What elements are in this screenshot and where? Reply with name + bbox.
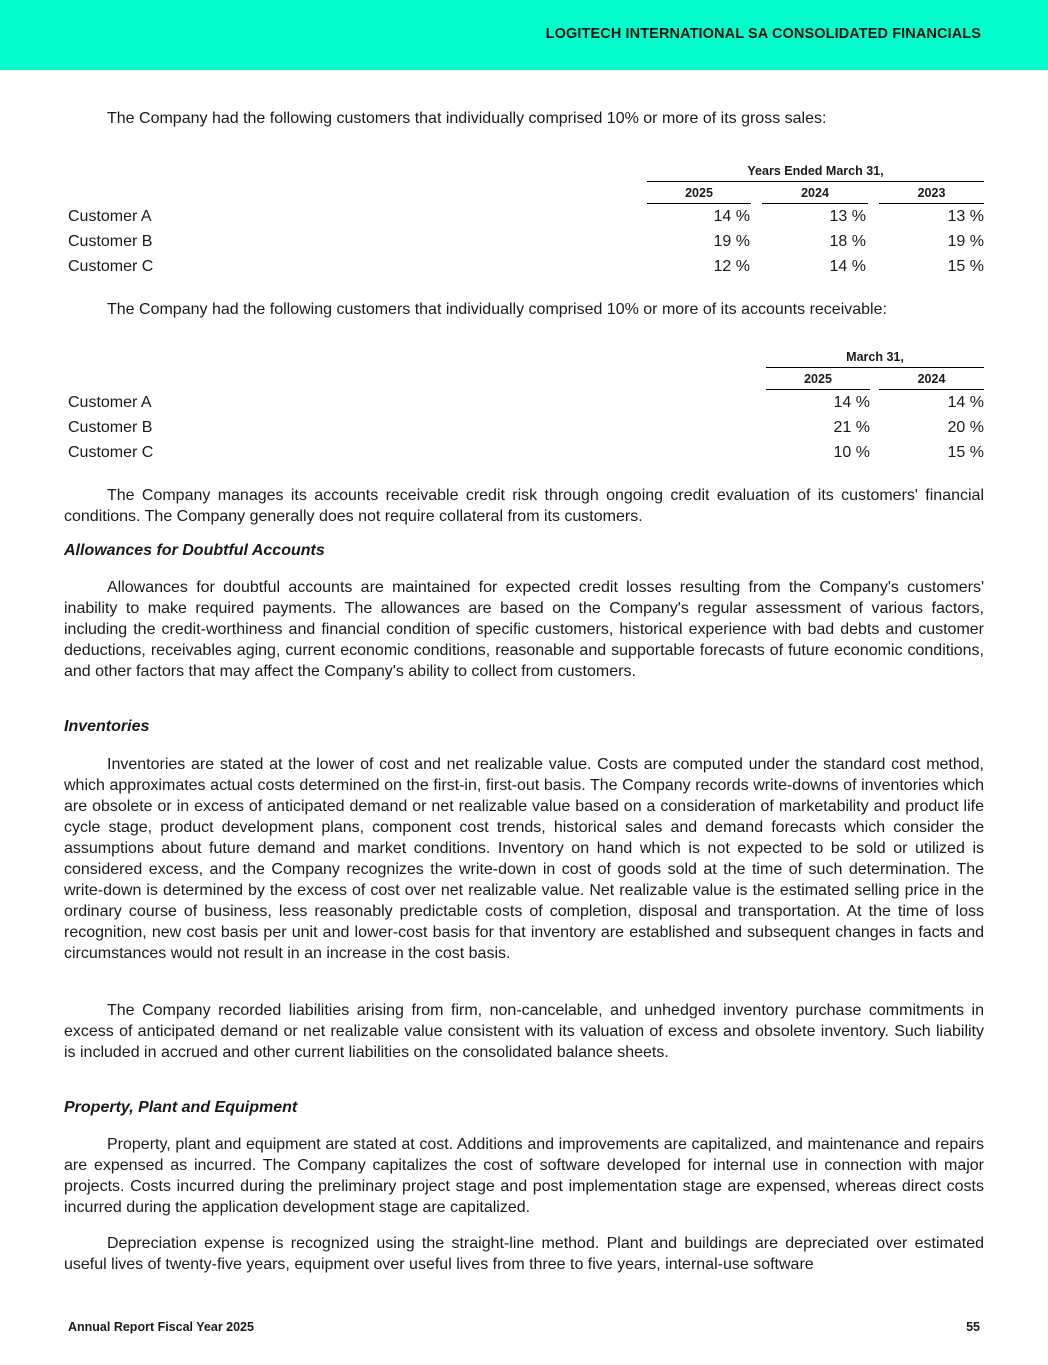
cell-value: 14 %: [829, 258, 866, 275]
cell-value: 21 %: [833, 419, 870, 436]
cell-value: 15 %: [947, 444, 984, 461]
table-row: [64, 208, 984, 233]
cell-value: 19 %: [947, 233, 984, 250]
table-row: [64, 419, 984, 444]
inventories-paragraph-2: The Company recorded liabilities arising from firm, non-cancelable, and unhedged inventory purchase commitments in excess of anticipated demand or net realizable value consistent with its valuation of excess and obsolete inventory. Such liability is included in accrued and other current liabilities on the consolidated balance sheets.: [64, 1002, 984, 1061]
cell-value: 10 %: [833, 444, 870, 461]
cell-value: 14 %: [713, 208, 750, 225]
table-row: [64, 233, 984, 258]
gross-sales-col-2025: 2025: [647, 186, 751, 204]
report-title: LOGITECH INTERNATIONAL SA CONSOLIDATED FINANCIALS: [545, 26, 981, 42]
allowances-heading: Allowances for Doubtful Accounts: [64, 542, 325, 559]
cell-value: 14 %: [947, 394, 984, 411]
table-row: [64, 394, 984, 419]
footer-report-name: Annual Report Fiscal Year 2025: [68, 1320, 254, 1334]
cell-value: 13 %: [829, 208, 866, 225]
table-row: [64, 258, 984, 283]
gross-sales-group-header: Years Ended March 31,: [647, 164, 984, 182]
inventories-heading: Inventories: [64, 718, 150, 735]
cell-value: 12 %: [713, 258, 750, 275]
cell-value: 13 %: [947, 208, 984, 225]
row-label: Customer A: [68, 394, 152, 411]
cell-value: 19 %: [713, 233, 750, 250]
row-label: Customer C: [68, 444, 154, 461]
page-number: 55: [966, 1320, 980, 1334]
receivables-group-header: March 31,: [766, 350, 984, 368]
header-band: [0, 0, 1048, 70]
receivables-col-2025: 2025: [766, 372, 870, 390]
row-label: Customer C: [68, 258, 154, 275]
cell-value: 20 %: [947, 419, 984, 436]
ppe-paragraph-1: Property, plant and equipment are stated at cost. Additions and improvements are capitalized, and maintenance and repairs are expensed as incurred. The Company capitalizes the cost of software developed for internal use in connection with major projects. Costs incurred during the preliminary project stage and post implementation stage are expensed, whereas direct costs incurred during the application development stage are capitalized.: [64, 1136, 984, 1216]
row-label: Customer B: [68, 419, 153, 436]
inventories-paragraph-1: Inventories are stated at the lower of cost and net realizable value. Costs are computed under the standard cost method, which approximates actual costs determined on the first-in, first-out basis. The Company records write-downs of inventories which are obsolete or in excess of anticipated demand or net realizable value based on a consideration of marketability and product life cycle stage, product development plans, component cost trends, historical sales and demand forecasts which consider the assumptions about future demand and market conditions. Inventory on hand which is not expected to be sold or utilized is considered excess, and the Company recognizes the write-down in cost of goods sold at the time of such determination. The write-down is determined by the excess of cost over net realizable value. Net realizable value is the estimated selling price in the ordinary course of business, less reasonably predictable costs of completion, disposal and transportation. At the time of loss recognition, new cost basis per unit and lower-cost basis for that inventory are established and subsequent changes in facts and circumstances would not result in an increase in the cost basis.: [64, 756, 984, 962]
row-label: Customer A: [68, 208, 152, 225]
receivables-col-2024: 2024: [879, 372, 984, 390]
ppe-heading: Property, Plant and Equipment: [64, 1099, 298, 1116]
table-row: [64, 444, 984, 469]
gross-sales-intro: The Company had the following customers that individually comprised 10% or more of its gross sales:: [107, 110, 827, 127]
gross-sales-col-2023: 2023: [879, 186, 984, 204]
allowances-paragraph: Allowances for doubtful accounts are maintained for expected credit losses resulting from the Company's customers' inability to make required payments. The allowances are based on the Company's regular assessment of various factors, including the credit-worthiness and financial condition of specific customers, historical experience with bad debts and customer deductions, receivables aging, current economic conditions, reasonable and supportable forecasts of future economic conditions, and other factors that may affect the Company's ability to collect from customers.: [64, 579, 984, 680]
gross-sales-col-2024: 2024: [762, 186, 868, 204]
cell-value: 15 %: [947, 258, 984, 275]
row-label: Customer B: [68, 233, 153, 250]
receivables-intro: The Company had the following customers that individually comprised 10% or more of its accounts receivable:: [107, 301, 887, 318]
cell-value: 18 %: [829, 233, 866, 250]
cell-value: 14 %: [833, 394, 870, 411]
credit-risk-paragraph: The Company manages its accounts receivable credit risk through ongoing credit evaluation of its customers' financial conditions. The Company generally does not require collateral from its customers.: [64, 487, 984, 525]
ppe-paragraph-2: Depreciation expense is recognized using the straight-line method. Plant and buildings are depreciated over estimated useful lives of twenty-five years, equipment over useful lives from three to five years, internal-use software: [64, 1235, 984, 1273]
